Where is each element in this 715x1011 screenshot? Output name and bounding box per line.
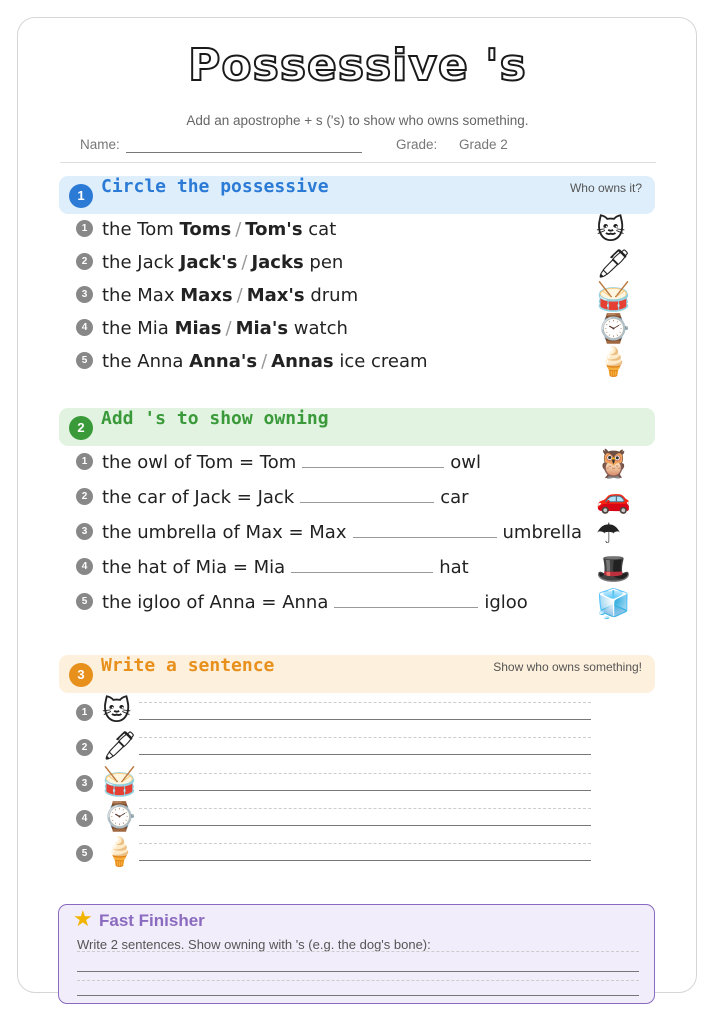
item-number: 1 <box>76 220 93 237</box>
item-prompt: the car of Jack = Jack <box>102 487 295 508</box>
fast-finisher-instruction: Write 2 sentences. Show owning with 's (e.g. the dog's bone): <box>77 937 431 952</box>
umbrella-icon: ☂ <box>596 517 622 550</box>
star-icon: ★ <box>73 907 93 932</box>
fill-item <box>76 487 469 513</box>
option-a[interactable]: Maxs <box>180 285 233 306</box>
drum-icon: 🥁 <box>102 765 137 798</box>
fast-finisher-box <box>58 904 655 1004</box>
section-2-header <box>59 408 655 446</box>
item-prompt: the owl of Tom = Tom <box>102 452 297 473</box>
item-noun: drum <box>310 285 359 306</box>
item-prefix: the Jack <box>102 252 174 273</box>
option-separator: / <box>225 318 232 339</box>
option-separator: / <box>236 285 243 306</box>
option-separator: / <box>241 252 248 273</box>
page-title: Possessive 's <box>188 40 527 91</box>
item-prefix: the Mia <box>102 318 169 339</box>
option-separator: / <box>235 219 242 240</box>
option-b[interactable]: Jacks <box>251 252 304 273</box>
writing-line[interactable] <box>77 995 639 996</box>
section-3-badge: 3 <box>69 663 93 687</box>
option-b[interactable]: Mia's <box>235 318 289 339</box>
ice-cream-icon: 🍦 <box>596 345 631 378</box>
item-number: 5 <box>76 352 93 369</box>
section-1-header <box>59 176 655 214</box>
item-number: 4 <box>76 558 93 575</box>
option-a[interactable]: Toms <box>179 219 232 240</box>
circle-item <box>76 318 348 344</box>
instructions-subtitle: Add an apostrophe + s ('s) to show who owns something. <box>186 113 529 128</box>
section-3-title: Write a sentence <box>101 655 275 676</box>
writing-line-guide <box>139 702 591 703</box>
section-2-title: Add 's to show owning <box>101 408 329 429</box>
name-field[interactable] <box>126 152 362 153</box>
answer-blank[interactable] <box>353 523 497 538</box>
fill-item <box>76 452 481 478</box>
item-prompt: the igloo of Anna = Anna <box>102 592 329 613</box>
circle-item <box>76 252 343 278</box>
writing-line[interactable] <box>139 825 591 826</box>
item-noun: ice cream <box>339 351 428 372</box>
writing-line[interactable] <box>139 719 591 720</box>
header-divider <box>60 162 656 163</box>
fill-item <box>76 557 469 583</box>
item-number: 2 <box>76 253 93 270</box>
fill-item <box>76 592 528 618</box>
cat-face-icon: 🐱 <box>596 213 626 246</box>
writing-line-guide <box>77 980 639 981</box>
owl-icon: 🦉 <box>596 447 631 480</box>
item-noun: pen <box>309 252 344 273</box>
item-prompt: the hat of Mia = Mia <box>102 557 286 578</box>
section-3-hint: Show who owns something! <box>493 660 642 674</box>
writing-line-guide <box>139 737 591 738</box>
item-number: 3 <box>76 523 93 540</box>
item-number: 3 <box>76 775 93 792</box>
writing-line-guide <box>77 951 639 952</box>
item-noun: umbrella <box>502 522 582 543</box>
pen-icon: 🖊 <box>596 247 632 280</box>
section-1-badge: 1 <box>69 184 93 208</box>
name-label: Name: <box>80 137 120 152</box>
item-number: 2 <box>76 739 93 756</box>
item-number: 1 <box>76 453 93 470</box>
item-number: 1 <box>76 704 93 721</box>
item-noun: igloo <box>484 592 528 613</box>
pen-icon: 🖊 <box>102 729 138 762</box>
grade-value: Grade 2 <box>459 137 508 152</box>
option-a[interactable]: Anna's <box>189 351 258 372</box>
answer-blank[interactable] <box>300 488 434 503</box>
writing-line[interactable] <box>139 860 591 861</box>
car-icon: 🚗 <box>596 482 631 515</box>
item-number: 3 <box>76 286 93 303</box>
watch-icon: ⌚ <box>596 312 631 345</box>
answer-blank[interactable] <box>291 558 433 573</box>
item-number: 4 <box>76 810 93 827</box>
item-prompt: the umbrella of Max = Max <box>102 522 347 543</box>
option-b[interactable]: Max's <box>246 285 305 306</box>
option-a[interactable]: Mias <box>174 318 222 339</box>
item-prefix: the Anna <box>102 351 184 372</box>
section-1-hint: Who owns it? <box>569 181 642 195</box>
drum-icon: 🥁 <box>596 280 631 313</box>
section-2-badge: 2 <box>69 416 93 440</box>
ice-cube-icon: 🧊 <box>596 587 631 620</box>
cat-face-icon: 🐱 <box>102 694 132 727</box>
top-hat-icon: 🎩 <box>596 552 631 585</box>
item-noun: owl <box>450 452 482 473</box>
watch-icon: ⌚ <box>102 800 137 833</box>
item-number: 2 <box>76 488 93 505</box>
writing-line-guide <box>139 773 591 774</box>
circle-item <box>76 351 428 377</box>
answer-blank[interactable] <box>334 593 478 608</box>
item-noun: hat <box>439 557 469 578</box>
item-number: 5 <box>76 593 93 610</box>
option-b[interactable]: Annas <box>271 351 334 372</box>
writing-line-guide <box>139 843 591 844</box>
item-number: 5 <box>76 845 93 862</box>
ice-cream-icon: 🍦 <box>102 835 137 868</box>
writing-line[interactable] <box>139 754 591 755</box>
writing-line[interactable] <box>77 971 639 972</box>
item-number: 4 <box>76 319 93 336</box>
fill-item <box>76 522 582 548</box>
option-separator: / <box>261 351 268 372</box>
writing-line[interactable] <box>139 790 591 791</box>
section-3-header <box>59 655 655 693</box>
option-b[interactable]: Tom's <box>245 219 303 240</box>
writing-line-guide <box>139 808 591 809</box>
circle-item <box>76 285 358 311</box>
fast-finisher-title: Fast Finisher <box>99 911 205 930</box>
item-prefix: the Tom <box>102 219 174 240</box>
answer-blank[interactable] <box>302 453 444 468</box>
grade-label: Grade: <box>396 137 438 152</box>
item-noun: car <box>440 487 469 508</box>
item-prefix: the Max <box>102 285 175 306</box>
option-a[interactable]: Jack's <box>179 252 238 273</box>
item-noun: cat <box>308 219 337 240</box>
item-noun: watch <box>293 318 348 339</box>
circle-item <box>76 219 336 245</box>
section-1-title: Circle the possessive <box>101 176 329 197</box>
